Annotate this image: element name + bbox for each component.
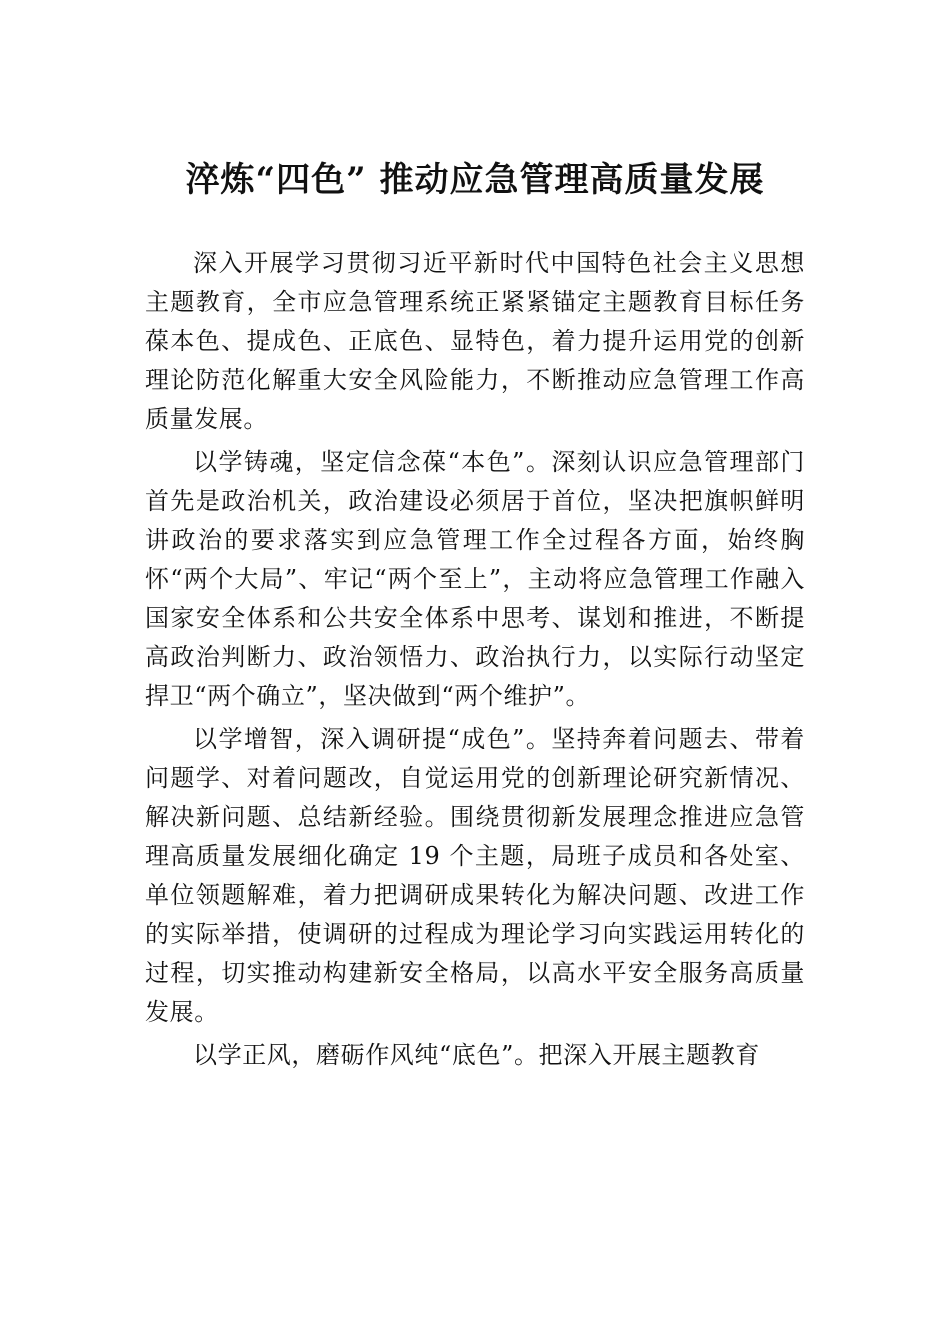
paragraph-dise: 以学正风，磨砺作风纯“底色”。把深入开展主题教育: [193, 1041, 760, 1069]
paragraph-intro: 深入开展学习贯彻习近平新时代中国特色社会主义思想主题教育，全市应急管理系统正紧紧锚定主题教育目标任务葆本色、提成色、正底色、显特色，着力提升运用党的创新理论防范化解重大安全风险能力，不断推动应急管理工作高质量发展。: [145, 249, 805, 433]
document-title: 淬炼“四色” 推动应急管理高质量发展: [185, 160, 765, 200]
paragraph-chengse: 以学增智，深入调研提“成色”。坚持奔着问题去、带着问题学、对着问题改，自觉运用党的创新理论研究新情况、解决新问题、总结新经验。围绕贯彻新发展理念推进应急管理高质量发展细化确定 19 个主题，局班子成员和各处室、单位领题解难，着力把调研成果转化为解决问题、改进工作的实际举措，使调研的过程成为理论学习向实践运用转化的过程，切实推动构建新安全格局，以高水平安全服务高质量发展。: [145, 725, 805, 1026]
paragraph-bense: 以学铸魂，坚定信念葆“本色”。深刻认识应急管理部门首先是政治机关，政治建设必须居于首位，坚决把旗帜鲜明讲政治的要求落实到应急管理工作全过程各方面，始终胸怀“两个大局”、牢记“两个至上”，主动将应急管理工作融入国家安全体系和公共安全体系中思考、谋划和推进，不断提高政治判断力、政治领悟力、政治执行力，以实际行动坚定捍卫“两个确立”，坚决做到“两个维护”。: [145, 448, 805, 710]
document-body: [145, 244, 805, 1079]
